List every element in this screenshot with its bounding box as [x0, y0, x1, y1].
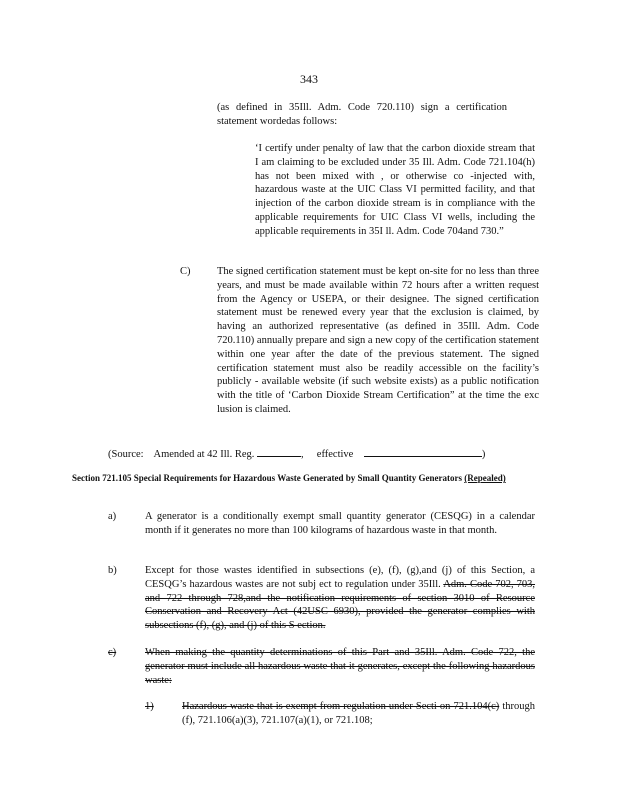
source-suffix: ) — [481, 449, 486, 460]
register-blank — [257, 446, 301, 457]
item-c1-label: 1) — [145, 701, 154, 712]
source-effective: effective — [316, 449, 354, 460]
item-b-struck-text: Adm. Code 702, 703, and 722 through 728,and the notification requirements of section 3010 of Resource Conservation and Recovery Act (42USC 6930), provided the generator complies with subsections (f), (g), and (j) of this S ection. — [145, 578, 536, 632]
item-b-label: b) — [108, 565, 117, 576]
item-b-text: Except for those wastes identified in subsections (e), (f), (g),and (j) of this Section, a CESQG’s hazardous wastes are not subj ect to regulation under 35Ill. — [145, 565, 535, 590]
item-c1-paragraph — [182, 700, 535, 728]
effective-date-blank — [364, 446, 482, 457]
item-c1-text: through (f), 721.106(a)(3), 721.107(a)(1), or 721.108; — [182, 701, 536, 726]
intro-paragraph: (as defined in 35Ill. Adm. Code 720.110) sign a certification statement wordedas follows: — [217, 102, 507, 127]
item-b-paragraph — [145, 564, 535, 633]
item-c1-struck-text: Hazardous waste that is exempt from regulation under Secti on 721.104(c) — [182, 701, 500, 712]
source-amended: Amended at 42 Ill. Reg. — [153, 449, 255, 460]
item-a-paragraph: A generator is a conditionally exempt small quantity generator (CESQG) in a calendar month if it generates no more than 100 kilograms of hazardous waste in that month. — [145, 511, 535, 536]
item-c-label: C) — [180, 266, 191, 277]
item-c-deleted-label: c) — [108, 647, 117, 658]
certification-quote: ‘I certify under penalty of law that the carbon dioxide stream that I am claiming to be excluded under 35 Ill. Adm. Code 721.104(h) has not been mixed with , or otherwise co -injected with, hazardous waste at the UIC Class VI permitted facility, and that injection of the carbon dioxide stream is in compliance with the applicable requirements for UIC Class VI wells, including the applicable requirements in 35I ll. Adm. Code 704and 730.” — [255, 143, 535, 237]
source-note — [108, 446, 508, 462]
section-heading — [72, 472, 520, 484]
source-comma: , — [301, 449, 304, 460]
section-heading-text: Section 721.105 Special Requirements for Hazardous Waste Generated by Small Quantity Generators — [72, 473, 462, 483]
item-c-paragraph: The signed certification statement must be kept on-site for no less than three years, and must be made available within 72 hours after a written request from the Agency or USEPA, or their designee. The signed certification statement must be renewed every year that the exclusion is claimed, by having an authorized representative (as defined in 35Ill. Adm. Code 720.110) annually prepare and sign a new copy of the certification statement within one year after the date of the previous statement. The signed certification statement must also be readily accessible on the facility’s publicly - available website (if such website exists) as a public notification with the title of ‘Carbon Dioxide Stream Certification” at the time the exc lusion is claimed. — [217, 266, 539, 415]
item-a-label: a) — [108, 511, 117, 522]
source-prefix: (Source: — [108, 449, 144, 460]
page-number: 343 — [300, 72, 318, 86]
item-c-deleted-paragraph: When making the quantity determinations of this Part and 35Ill. Adm. Code 722, the generator must include all hazardous waste that it generates, except the following hazardous waste: — [145, 647, 535, 686]
repealed-label: (Repealed) — [464, 473, 506, 483]
